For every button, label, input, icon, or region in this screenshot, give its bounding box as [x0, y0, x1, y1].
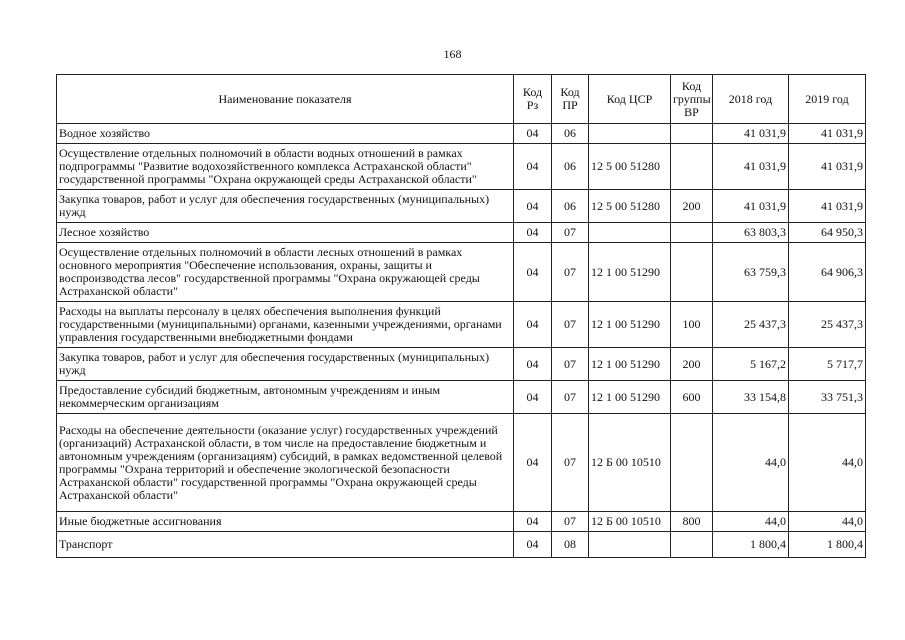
row-2019-cell: 33 751,3	[789, 381, 866, 414]
row-2019-cell: 41 031,9	[789, 124, 866, 144]
row-pr-cell: 07	[552, 512, 589, 532]
row-2018-cell: 63 759,3	[713, 243, 789, 302]
table-row	[57, 144, 866, 190]
table-header-row	[57, 75, 866, 124]
row-2018-cell: 41 031,9	[713, 190, 789, 223]
table-row	[57, 124, 866, 144]
row-rz-cell: 04	[514, 190, 552, 223]
row-vr-cell	[671, 223, 713, 243]
row-csr-cell: 12 5 00 51280	[589, 190, 671, 223]
row-2019-cell: 41 031,9	[789, 144, 866, 190]
row-name-cell: Расходы на обеспечение деятельности (оказание услуг) государственных учреждений (организаций) Астраханской области, в том числе на предоставление бюджетным и автономным учреждениям (организациям) субсидий, в рамках ведомственной целевой программы "Охрана территорий и обеспечение экологической безопасности Астраханской области" государственной программы "Охрана окружающей среды Астраханской области"	[57, 414, 514, 512]
row-2019-cell: 5 717,7	[789, 348, 866, 381]
row-rz-cell: 04	[514, 414, 552, 512]
row-2018-cell: 41 031,9	[713, 144, 789, 190]
header-pr: Код ПР	[552, 75, 589, 124]
row-rz-cell: 04	[514, 532, 552, 558]
row-2018-cell: 33 154,8	[713, 381, 789, 414]
row-name-cell: Лесное хозяйство	[57, 223, 514, 243]
table-row	[57, 243, 866, 302]
table-row	[57, 348, 866, 381]
row-vr-cell	[671, 144, 713, 190]
row-vr-cell	[671, 124, 713, 144]
row-rz-cell: 04	[514, 223, 552, 243]
row-vr-cell	[671, 243, 713, 302]
row-rz-cell: 04	[514, 348, 552, 381]
row-2019-cell: 64 906,3	[789, 243, 866, 302]
header-rz: Код Рз	[514, 75, 552, 124]
row-csr-cell: 12 Б 00 10510	[589, 414, 671, 512]
row-rz-cell: 04	[514, 512, 552, 532]
row-pr-cell: 06	[552, 144, 589, 190]
row-vr-cell: 200	[671, 190, 713, 223]
table-row	[57, 302, 866, 348]
row-name-cell: Водное хозяйство	[57, 124, 514, 144]
row-2018-cell: 41 031,9	[713, 124, 789, 144]
row-name-cell: Расходы на выплаты персоналу в целях обеспечения выполнения функций государственными (муниципальными) органами, казенными учреждениями, органами управления государственными внебюджетными фондами	[57, 302, 514, 348]
row-vr-cell: 600	[671, 381, 713, 414]
row-2019-cell: 64 950,3	[789, 223, 866, 243]
budget-table	[56, 74, 866, 558]
row-2018-cell: 1 800,4	[713, 532, 789, 558]
row-csr-cell	[589, 124, 671, 144]
row-2018-cell: 25 437,3	[713, 302, 789, 348]
row-2018-cell: 44,0	[713, 512, 789, 532]
row-rz-cell: 04	[514, 243, 552, 302]
row-2019-cell: 41 031,9	[789, 190, 866, 223]
table-row	[57, 381, 866, 414]
row-rz-cell: 04	[514, 144, 552, 190]
header-name: Наименование показателя	[57, 75, 514, 124]
row-name-cell: Предоставление субсидий бюджетным, автономным учреждениям и иным некоммерческим организациям	[57, 381, 514, 414]
row-pr-cell: 07	[552, 414, 589, 512]
row-2018-cell: 63 803,3	[713, 223, 789, 243]
row-csr-cell	[589, 223, 671, 243]
row-vr-cell	[671, 532, 713, 558]
row-rz-cell: 04	[514, 124, 552, 144]
row-2019-cell: 25 437,3	[789, 302, 866, 348]
table-row	[57, 223, 866, 243]
table-row	[57, 414, 866, 512]
row-rz-cell: 04	[514, 381, 552, 414]
header-csr: Код ЦСР	[589, 75, 671, 124]
row-name-cell: Закупка товаров, работ и услуг для обеспечения государственных (муниципальных) нужд	[57, 190, 514, 223]
page-number: 168	[443, 47, 462, 61]
row-vr-cell: 200	[671, 348, 713, 381]
table-row	[57, 512, 866, 532]
row-name-cell: Осуществление отдельных полномочий в области лесных отношений в рамках основного мероприятия "Обеспечение использования, охраны, защиты и воспроизводства лесов" государственной программы "Охрана окружающей среды Астраханской области"	[57, 243, 514, 302]
row-2018-cell: 5 167,2	[713, 348, 789, 381]
row-csr-cell: 12 Б 00 10510	[589, 512, 671, 532]
row-csr-cell: 12 1 00 51290	[589, 302, 671, 348]
row-pr-cell: 06	[552, 124, 589, 144]
table-row	[57, 190, 866, 223]
row-rz-cell: 04	[514, 302, 552, 348]
row-csr-cell: 12 1 00 51290	[589, 381, 671, 414]
row-2019-cell: 44,0	[789, 414, 866, 512]
header-2019: 2019 год	[789, 75, 866, 124]
row-pr-cell: 07	[552, 348, 589, 381]
row-csr-cell	[589, 532, 671, 558]
row-2019-cell: 1 800,4	[789, 532, 866, 558]
row-vr-cell: 800	[671, 512, 713, 532]
row-2018-cell: 44,0	[713, 414, 789, 512]
row-csr-cell: 12 1 00 51290	[589, 243, 671, 302]
row-pr-cell: 07	[552, 243, 589, 302]
row-name-cell: Закупка товаров, работ и услуг для обеспечения государственных (муниципальных) нужд	[57, 348, 514, 381]
header-vr: Код группы ВР	[671, 75, 713, 124]
table-row	[57, 532, 866, 558]
row-name-cell: Иные бюджетные ассигнования	[57, 512, 514, 532]
row-csr-cell: 12 5 00 51280	[589, 144, 671, 190]
row-name-cell: Осуществление отдельных полномочий в области водных отношений в рамках подпрограммы "Развитие водохозяйственного комплекса Астраханской области" государственной программы "Охрана окружающей среды Астраханской области"	[57, 144, 514, 190]
row-pr-cell: 06	[552, 190, 589, 223]
row-pr-cell: 07	[552, 302, 589, 348]
row-2019-cell: 44,0	[789, 512, 866, 532]
row-csr-cell: 12 1 00 51290	[589, 348, 671, 381]
row-pr-cell: 07	[552, 223, 589, 243]
row-vr-cell: 100	[671, 302, 713, 348]
row-pr-cell: 08	[552, 532, 589, 558]
header-2018: 2018 год	[713, 75, 789, 124]
row-name-cell: Транспорт	[57, 532, 514, 558]
row-pr-cell: 07	[552, 381, 589, 414]
row-vr-cell	[671, 414, 713, 512]
